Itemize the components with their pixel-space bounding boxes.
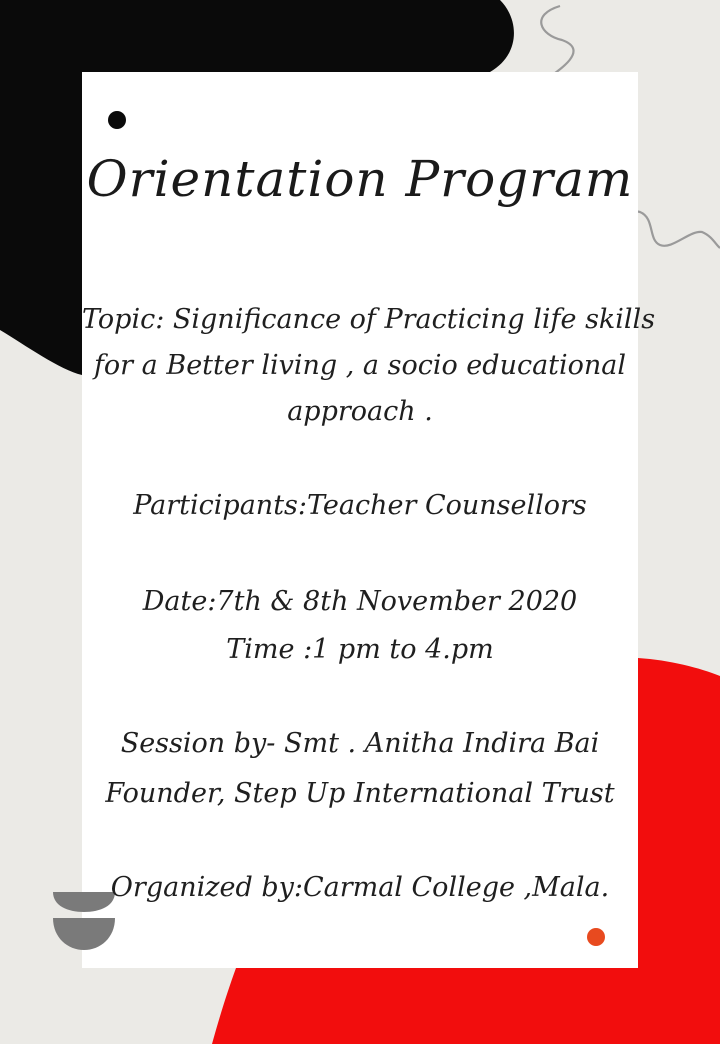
participants-text: Participants:Teacher Counsellors (133, 490, 587, 521)
topic-line-1: Topic: Significance of Practicing life skills (82, 304, 656, 335)
topic-line-2: for a Better living , a socio educational (93, 350, 627, 381)
date-text: Date:7th & 8th November 2020 (142, 586, 578, 617)
orange-dot-shape (587, 928, 605, 946)
black-dot-shape (108, 111, 126, 129)
speaker-title-text: Founder, Step Up International Trust (105, 778, 615, 809)
time-text: Time :1 pm to 4.pm (226, 634, 494, 665)
topic-line-3: approach . (287, 396, 433, 427)
page-title: Orientation Program (86, 150, 634, 208)
organizer-text: Organized by:Carmal College ,Mala. (110, 872, 610, 903)
gray-bowl-bottom-shape (53, 918, 115, 950)
speaker-name-text: Session by- Smt . Anitha Indira Bai (120, 728, 600, 759)
